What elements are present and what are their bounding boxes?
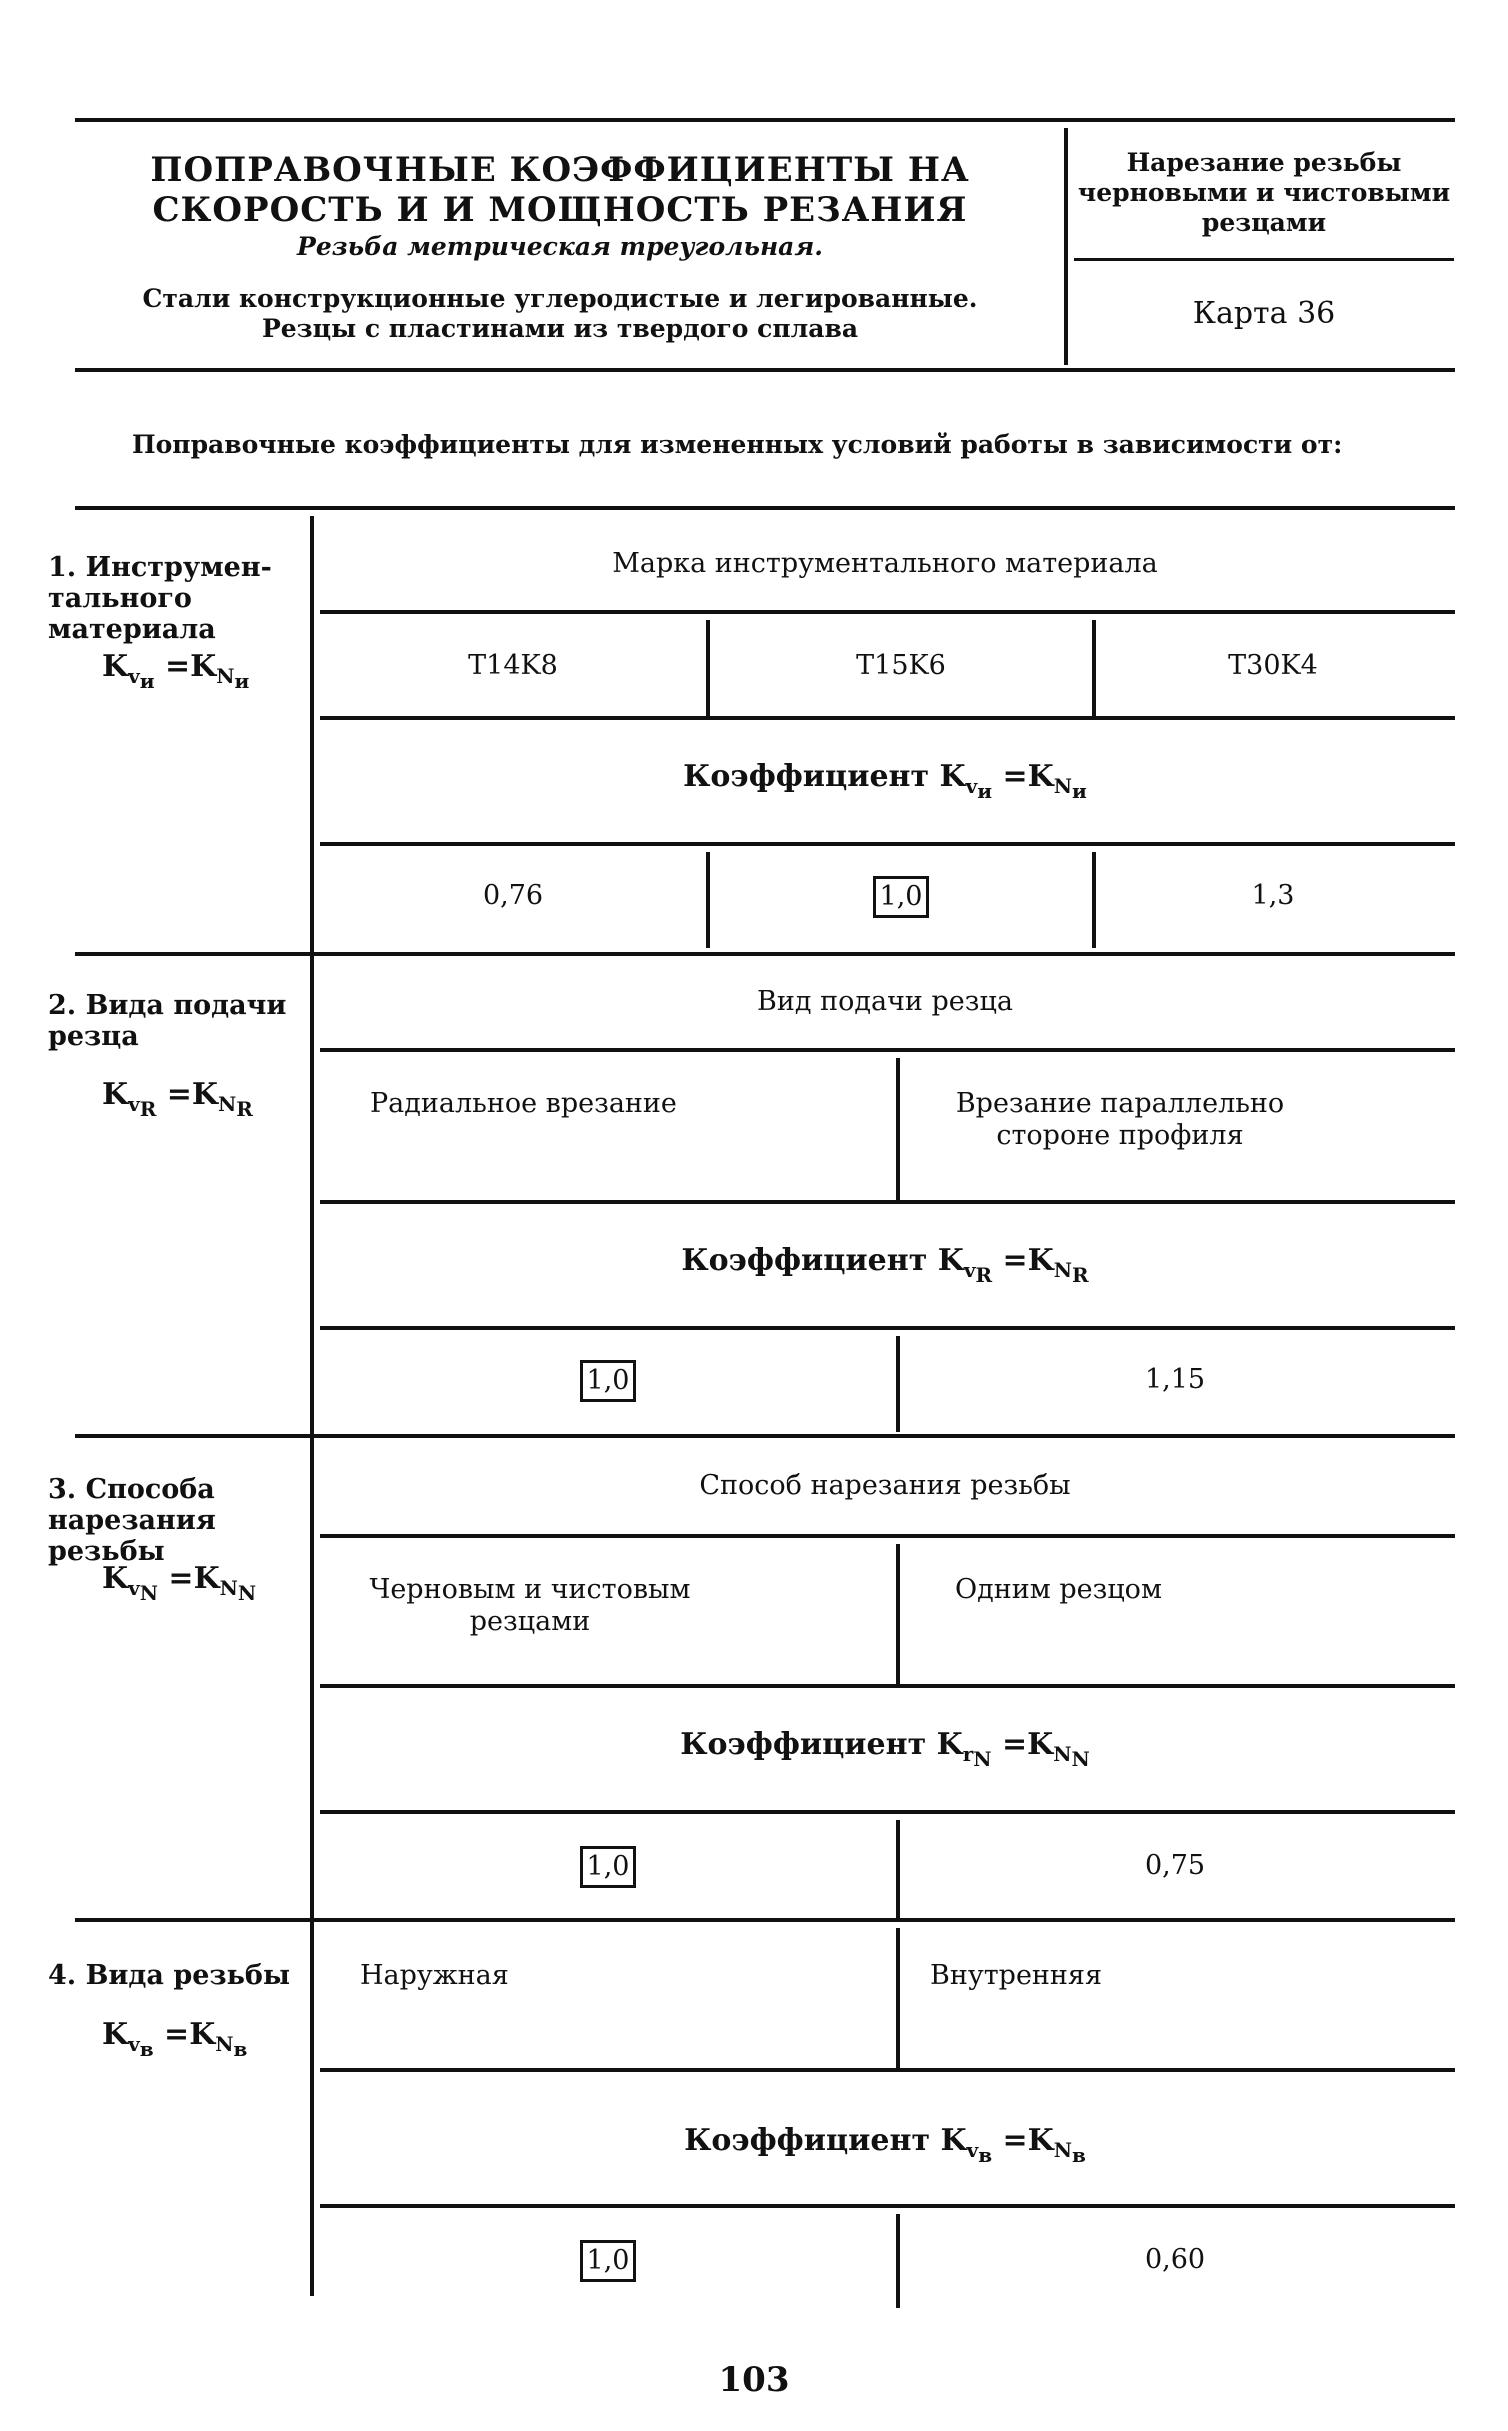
- s3-div-a: [896, 1544, 900, 1684]
- material-t14k8: T14K8: [468, 650, 558, 681]
- page-number: 103: [718, 2360, 790, 2400]
- section-1-formula: $K_{v_и} =K_{N_и}$: [102, 649, 250, 693]
- s2-rule-a: [320, 1048, 1455, 1052]
- section-4-label: 4. Вида резьбы: [48, 1960, 291, 1991]
- section-1-coef-label: Коэффициент $K_{v_и} =K_{N_и}$: [683, 759, 1087, 803]
- section-1-label: 1. Инструмен-тального материала: [48, 552, 272, 645]
- coef-value-internal: 0,60: [1144, 2244, 1206, 2275]
- page-subtitle: Резьба метрическая треугольная.: [297, 232, 823, 261]
- s1-rule-a: [320, 610, 1455, 614]
- coef-value-external: [320, 2240, 896, 2282]
- card-number: Карта 36: [1192, 296, 1336, 331]
- material-t15k6: T15K6: [856, 650, 946, 681]
- s2-rule-c: [320, 1326, 1455, 1330]
- coef-value-radial: [320, 1360, 896, 1402]
- header-bottom-rule: [75, 368, 1455, 372]
- s4-rule-c: [320, 2204, 1455, 2208]
- section-2-label: 2. Вида подачи резца: [48, 990, 287, 1052]
- thread-internal: Внутренняя: [930, 1960, 1102, 1991]
- section-3-coef-label: Коэффициент $K_{r_N} =K_{N_N}$: [680, 1727, 1090, 1771]
- coef-value-rough-finish-box: 1,0: [580, 1846, 637, 1888]
- s3-rule-c: [320, 1810, 1455, 1814]
- feed-parallel: Врезание параллельно стороне профиля: [955, 1088, 1285, 1151]
- s2-div-a: [896, 1058, 900, 1200]
- header-right-rule: [1074, 258, 1454, 261]
- method-rough-finish: Черновым и чистовым резцами: [369, 1574, 691, 1637]
- s4-div-a: [896, 1928, 900, 2068]
- section-2-group-header: Вид подачи резца: [757, 986, 1013, 1017]
- coef-value-t15k6-box: 1,0: [873, 876, 930, 918]
- table-left-divider: [310, 516, 314, 2296]
- section-1-group-header: Марка инструментального материала: [612, 548, 1158, 579]
- section-2-coef-label: Коэффициент $K_{v_R} =K_{N_R}$: [681, 1243, 1089, 1287]
- section-1-bottom-rule: [75, 952, 1455, 956]
- s4-rule-b: [320, 2068, 1455, 2072]
- coef-value-parallel: 1,15: [1144, 1364, 1206, 1395]
- page-title: ПОПРАВОЧНЫЕ КОЭФФИЦИЕНТЫ НА СКОРОСТЬ И И МОЩНОСТЬ РЕЗАНИЯ: [150, 150, 970, 230]
- header-divider: [1064, 128, 1068, 365]
- s3-rule-b: [320, 1684, 1455, 1688]
- page-description: Стали конструкционные углеродистые и легированные. Резцы с пластинами из твердого сплава: [142, 284, 978, 343]
- section-2-formula: $K_{v_R} =K_{N_R}$: [102, 1077, 253, 1121]
- section-2-bottom-rule: [75, 1434, 1455, 1438]
- section-3-bottom-rule: [75, 1918, 1455, 1922]
- operation-label: Нарезание резьбы черновыми и чистовыми резцами: [1077, 148, 1451, 237]
- material-t30k4: T30K4: [1228, 650, 1318, 681]
- coef-value-single: 0,75: [1144, 1850, 1206, 1881]
- section-3-label: 3. Способа нарезания резьбы: [48, 1474, 216, 1567]
- section-3-group-header: Способ нарезания резьбы: [699, 1470, 1071, 1501]
- section-4-coef-label: Коэффициент $K_{v_в} =K_{N_в}$: [684, 2123, 1086, 2167]
- section-4-formula: $K_{v_в} =K_{N_в}$: [102, 2017, 248, 2061]
- coef-value-radial-box: 1,0: [580, 1360, 637, 1402]
- intro-text: Поправочные коэффициенты для измененных условий работы в зависимости от:: [132, 430, 1343, 459]
- section-3-formula: $K_{v_N} =K_{N_N}$: [102, 1561, 257, 1605]
- coef-value-t15k6: [710, 876, 1092, 918]
- feed-radial: Радиальное врезание: [370, 1088, 677, 1119]
- header-top-rule: [75, 118, 1455, 122]
- coef-value-rough-finish: [320, 1846, 896, 1888]
- s1-rule-c: [320, 842, 1455, 846]
- s3-rule-a: [320, 1534, 1455, 1538]
- coef-value-external-box: 1,0: [580, 2240, 637, 2282]
- coef-value-t14k8: 0,76: [482, 880, 544, 911]
- coef-value-t30k4: 1,3: [1251, 880, 1295, 911]
- s2-rule-b: [320, 1200, 1455, 1204]
- thread-external: Наружная: [360, 1960, 509, 1991]
- s1-rule-b: [320, 716, 1455, 720]
- method-single: Одним резцом: [955, 1574, 1162, 1605]
- table-top-rule: [75, 506, 1455, 510]
